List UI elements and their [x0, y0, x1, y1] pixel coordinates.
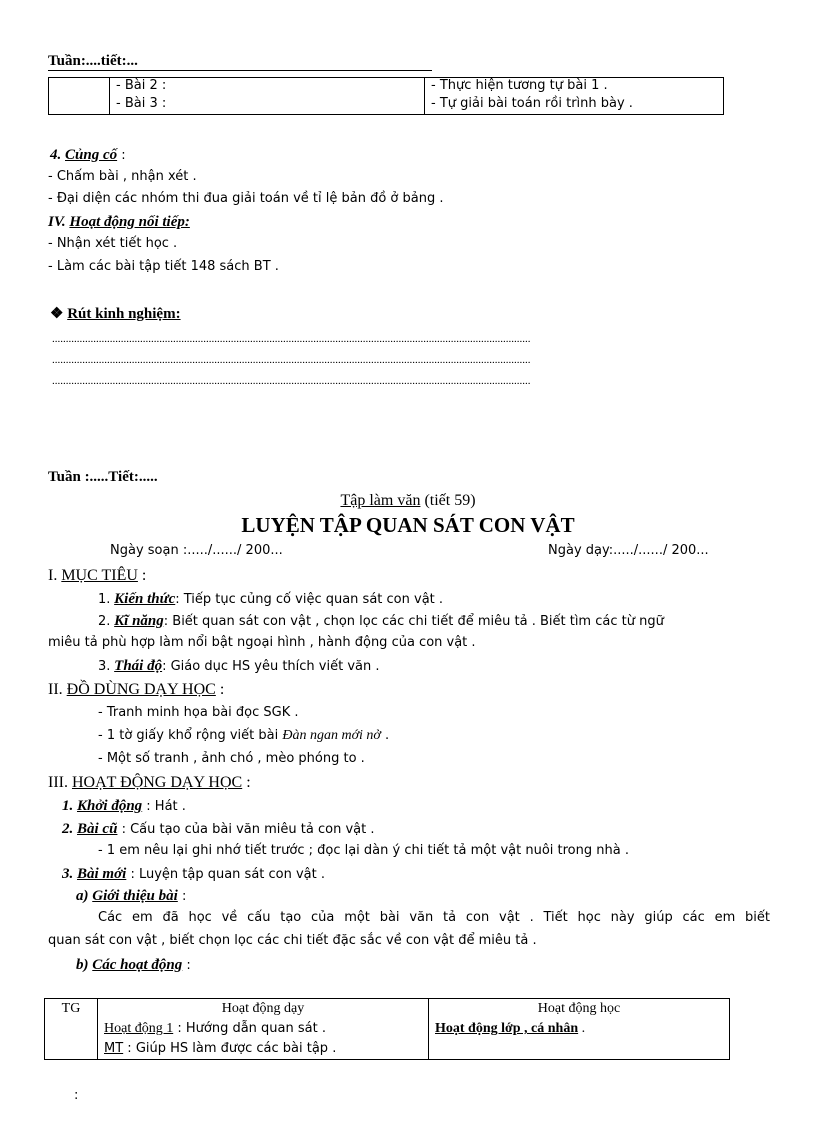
dotted-line: .............................................................................................................................................................................. — [52, 354, 531, 366]
table-header-tg: TG — [45, 999, 98, 1060]
week-header-1: Tuần:....tiết:... — [48, 53, 138, 69]
section-hoatdong-heading: III. HOẠT ĐỘNG DẠY HỌC : — [48, 774, 251, 791]
dodung-line-1: - Tranh minh họa bài đọc SGK . — [98, 705, 299, 720]
table-cell: - Thực hiện tương tự bài 1 . — [425, 78, 724, 97]
hoatdong-a-heading: a) Giới thiệu bài : — [76, 888, 187, 904]
cungco-line-2: - Đại diện các nhóm thi đua giải toán về tỉ lệ bản đồ ở bảng . — [48, 191, 444, 206]
dotted-line: .............................................................................................................................................................................. — [52, 333, 531, 345]
table-cell: Hoạt động lớp , cá nhân . — [429, 1019, 730, 1060]
ngay-day: Ngày dạy:...../....../ 200... — [548, 543, 709, 558]
hoatdong-a-para-1: Các em đã học về cấu tạo của một bài văn tả con vật . Tiết học này giúp các em biết — [98, 910, 770, 925]
lesson-title: LUYỆN TẬP QUAN SÁT CON VẬT — [241, 513, 575, 537]
table-cell — [49, 78, 110, 115]
table-row — [49, 78, 724, 97]
table-row — [49, 96, 724, 115]
week-header-2: Tuần :.....Tiết:..... — [48, 469, 158, 485]
activity-table-top — [48, 77, 724, 115]
hoatdong-step-3: 3. Bài mới : Luyện tập quan sát con vật . — [62, 866, 326, 882]
cungco-line-1: - Chấm bài , nhận xét . — [48, 169, 197, 184]
table-cell: Hoạt động 1 : Hướng dẫn quan sát . — [98, 1019, 429, 1039]
lesson-subject-line: Tập làm văn (tiết 59) — [340, 492, 476, 509]
section-cungco-heading: 4. Củng cố : — [50, 147, 126, 163]
footer-mark: : — [74, 1088, 79, 1103]
dodung-line-2: - 1 tờ giấy khổ rộng viết bài Đàn ngan mới nở . — [98, 728, 390, 743]
dodung-line-3: - Một số tranh , ảnh chó , mèo phóng to . — [98, 751, 365, 766]
header-rule — [48, 70, 432, 71]
muctieu-item-3: 3. Thái độ: Giáo dục HS yêu thích viết văn . — [98, 658, 380, 674]
table-cell: - Bài 3 : — [110, 96, 425, 115]
table-cell: - Tự giải bài toán rồi trình bày . — [425, 96, 724, 115]
table-header-hoc: Hoạt động học — [429, 999, 730, 1020]
section-muctieu-heading: I. MỤC TIÊU : — [48, 567, 147, 584]
table-header-day: Hoạt động dạy — [98, 999, 429, 1020]
hoatdong-b-heading: b) Các hoạt động : — [76, 957, 191, 973]
table-header-row — [45, 999, 730, 1020]
section-dodung-heading: II. ĐỒ DÙNG DẠY HỌC : — [48, 681, 225, 698]
dotted-line: .............................................................................................................................................................................. — [52, 375, 531, 387]
ngay-soan: Ngày soạn :...../....../ 200... — [110, 543, 283, 558]
section-noitiep-heading: IV. Hoạt động nối tiếp: — [48, 214, 190, 230]
section-rutkinh-heading: ❖ Rút kinh nghiệm: — [50, 306, 181, 322]
table-row — [45, 1019, 730, 1039]
muctieu-item-2-cont: miêu tả phù hợp làm nổi bật ngoại hình , hành động của con vật . — [48, 635, 476, 650]
hoatdong-step-1: 1. Khởi động : Hát . — [62, 798, 186, 814]
muctieu-item-2: 2. Kĩ năng: Biết quan sát con vật , chọn lọc các chi tiết để miêu tả . Biết tìm các từ ngữ — [98, 613, 664, 629]
table-cell: MT : Giúp HS làm được các bài tập . — [98, 1039, 429, 1060]
hoatdong-a-para-2: quan sát con vật , biết chọn lọc các chi tiết đặc sắc về con vật để miêu tả . — [48, 933, 537, 948]
diamond-bullet-icon: ❖ — [50, 306, 64, 322]
table-cell: - Bài 2 : — [110, 78, 425, 97]
activity-table-main — [44, 998, 730, 1060]
muctieu-item-1: 1. Kiến thức: Tiếp tục củng cố việc quan sát con vật . — [98, 591, 444, 607]
noitiep-line-2: - Làm các bài tập tiết 148 sách BT . — [48, 259, 279, 274]
hoatdong-step-2: 2. Bài cũ : Cấu tạo của bài văn miêu tả con vật . — [62, 821, 375, 837]
hoatdong-step-2-line: - 1 em nêu lại ghi nhớ tiết trước ; đọc lại dàn ý chi tiết tả một vật nuôi trong nhà . — [98, 843, 629, 858]
noitiep-line-1: - Nhận xét tiết học . — [48, 236, 178, 251]
